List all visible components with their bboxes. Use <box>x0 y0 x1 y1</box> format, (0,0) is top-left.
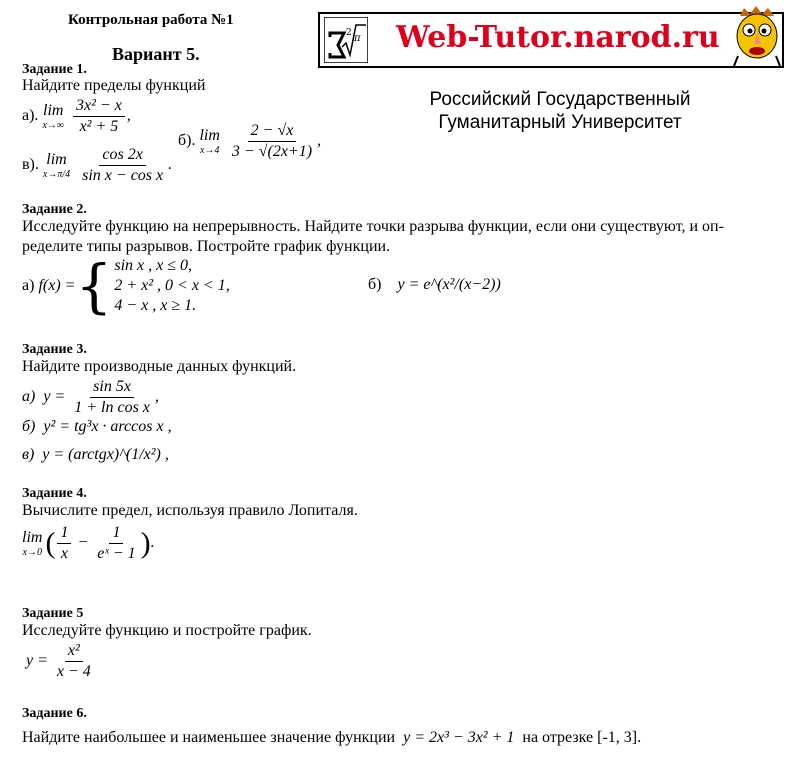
task4-text: Вычислите предел, используя правило Лопиталя. <box>22 502 358 519</box>
task6-text-after: на отрезке [-1, 3]. <box>522 729 642 746</box>
task2-item-a: а) f(x) = { sin x , x ≤ 0, 2 + x² , 0 < x < 1, 4 − x , x ≥ 1. <box>22 252 230 320</box>
task3-item-b <box>22 418 172 436</box>
task1-item-a: а). lim x→∞ $\frac{\text{3x² − x}}{\text{x² + 5}}$ , <box>22 97 131 135</box>
task3-item-a: а) y = $\frac{\sin 5x}{\text{1 + ln cos x}}$ , <box>22 378 159 416</box>
task2-item-b <box>368 276 501 294</box>
task3-a-label: а) <box>22 388 36 406</box>
doc-title: Контрольная работа №1 <box>68 12 234 28</box>
task1-a-lim-sub: x→∞ <box>42 120 65 131</box>
task4-f2-den: eˣ − 1 <box>97 545 136 562</box>
task2-text-line2: ределите типы разрывов. Постройте график функции. <box>22 238 391 255</box>
task2-case-2: 2 + x² , 0 < x < 1, <box>114 277 230 294</box>
task1-item-v: в). lim x→π/4 $\frac{\cos 2x}{\text{sin x − cos x}}$ . <box>22 146 173 184</box>
svg-text:2: 2 <box>346 28 352 38</box>
task1-b-num: 2 − √x <box>248 122 297 142</box>
task3-item-v <box>22 446 169 464</box>
task5-num: x² <box>65 642 83 662</box>
task3-b-expr: y² = tg³x · arccos x , <box>43 418 172 435</box>
mascot-face-icon <box>730 6 784 68</box>
task3-v-expr: y = (arctgx)^(1/x²) , <box>42 446 169 463</box>
task1-a-label: а). <box>22 107 39 125</box>
task5-den: x − 4 <box>56 663 91 680</box>
task4-f1-den: x <box>60 545 68 562</box>
task1-v-den: sin x − cos x <box>82 167 164 184</box>
task1-v-label: в). <box>22 156 39 174</box>
task2-title: Задание 2. <box>22 202 87 217</box>
task6-title: Задание 6. <box>22 706 87 721</box>
task2-case-3: 4 − x , x ≥ 1. <box>114 297 197 314</box>
task3-a-den: 1 + ln cos x <box>74 399 150 416</box>
task5-text: Исследуйте функцию и постройте график. <box>22 622 312 639</box>
university-line-2: Гуманитарный Университет <box>438 112 682 133</box>
task1-item-b: б). lim x→4 $\frac{2 - √x}{3 - √(2x+1)}$ , <box>178 122 322 160</box>
task6-line <box>22 729 641 747</box>
task3-b-label: б) <box>22 418 36 435</box>
task2-case-1: sin x , x ≤ 0, <box>114 257 192 274</box>
task1-b-label: б). <box>178 132 196 150</box>
task4-title: Задание 4. <box>22 486 87 501</box>
task3-a-num: sin 5x <box>90 378 134 398</box>
task1-text: Найдите пределы функций <box>22 77 206 94</box>
task3-title: Задание 3. <box>22 342 87 357</box>
banner-site-name: Web-Tutor.narod.ru <box>396 20 720 55</box>
task1-a-den: x² + 5 <box>79 118 119 135</box>
task6-text-before: Найдите наибольшее и наименьшее значение функции <box>22 729 396 746</box>
task1-b-den: 3 − √(2x+1) <box>231 143 313 160</box>
task2-b-label: б) <box>368 276 382 293</box>
sigma-root-logo-icon <box>324 17 368 63</box>
task1-v-lim-sub: x→π/4 <box>42 169 71 180</box>
task5-title: Задание 5 <box>22 606 84 621</box>
variant-title: Вариант 5. <box>112 44 200 64</box>
task1-v-num: cos 2x <box>99 146 145 166</box>
task4-f2-num: 1 <box>109 524 123 544</box>
task6-expr: y = 2x³ − 3x² + 1 <box>403 729 515 746</box>
task3-v-label: в) <box>22 446 35 463</box>
task4-lim-sub: x→0 <box>22 547 42 558</box>
university-line-1: Российский Государственный <box>429 89 691 110</box>
task1-title: Задание 1. <box>22 62 87 77</box>
task3-text: Найдите производные данных функций. <box>22 358 297 375</box>
task5-expr: y = $\frac{\text{x²}}{x - 4}$ <box>26 642 96 681</box>
task2-text-line1: Исследуйте функцию на непрерывность. Найдите точки разрыва функции, если они существуют, и оп- <box>22 218 724 235</box>
svg-text:π: π <box>354 33 361 44</box>
task4-f1-num: 1 <box>57 524 71 544</box>
task4-expr: lim x→0 ( $\frac{1}{x}$ − $\frac{1}{\text{eˣ − 1}}$ ). <box>22 524 155 562</box>
task1-a-num: 3x² − x <box>73 97 125 117</box>
task2-a-label: а) <box>22 277 35 294</box>
task2-b-expr: y = e^(x²/(x−2)) <box>397 276 501 293</box>
site-banner <box>318 12 784 68</box>
task1-b-lim-sub: x→4 <box>199 145 220 156</box>
